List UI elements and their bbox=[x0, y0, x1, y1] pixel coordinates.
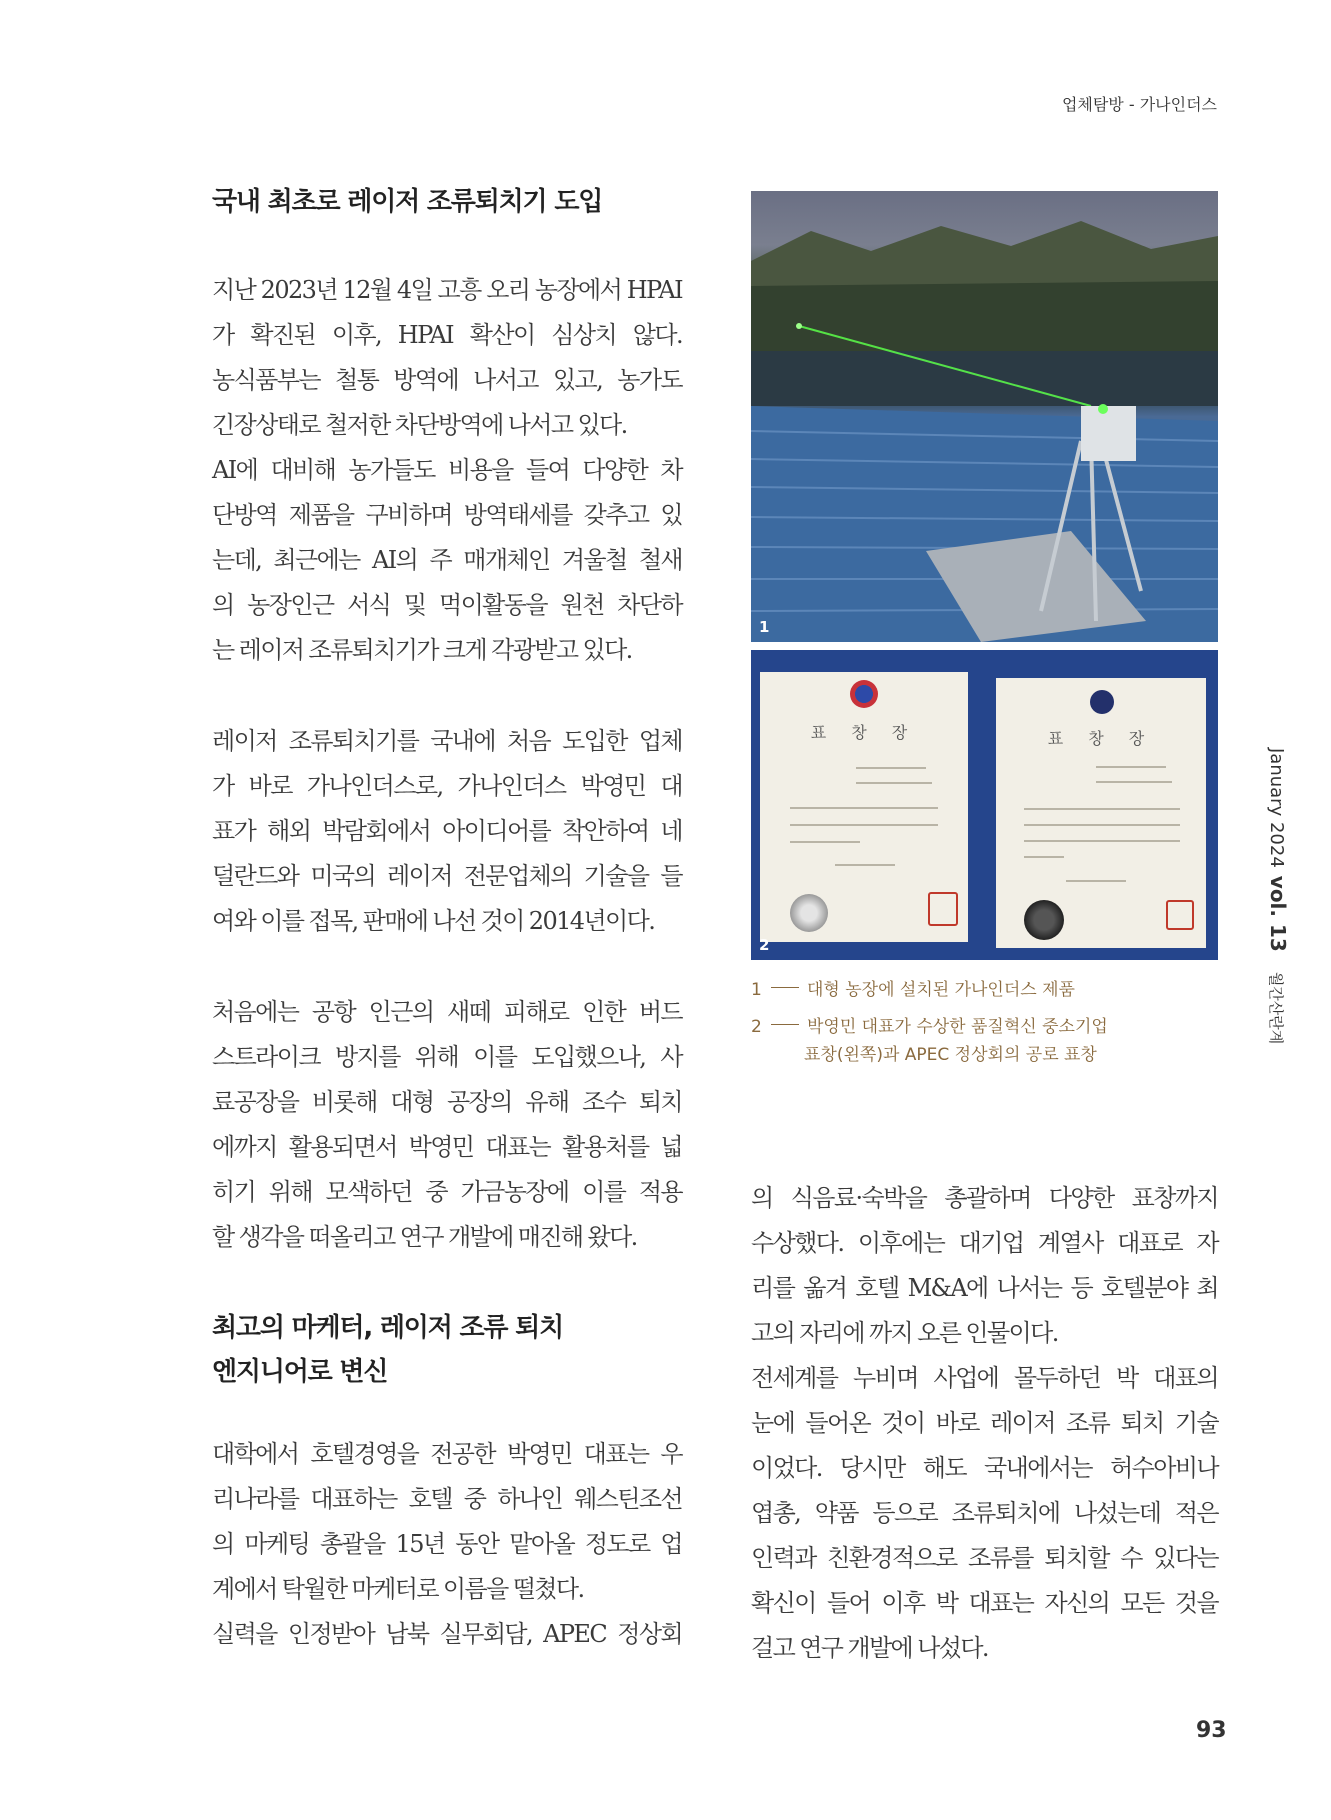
text-line: 확신이 들어 이후 박 대표는 자신의 모든 것을 bbox=[751, 1589, 1218, 1617]
photo-number: 1 bbox=[759, 618, 770, 636]
text-line: 레이저 조류퇴치기를 국내에 처음 도입한 업체 bbox=[212, 727, 682, 755]
text-line: 에까지 활용되면서 박영민 대표는 활용처를 넓 bbox=[212, 1133, 682, 1161]
caption-1 bbox=[751, 976, 1218, 1004]
red-stamp-icon bbox=[1166, 900, 1194, 930]
certificate-right bbox=[996, 678, 1206, 948]
text-line: 계에서 탁월한 마케터로 이름을 떨쳤다. bbox=[212, 1575, 584, 1603]
magazine-name: 월간산란계 bbox=[1267, 971, 1285, 1045]
text-line: 히기 위해 모색하던 중 가금농장에 이를 적용 bbox=[212, 1178, 682, 1206]
emblem-icon bbox=[850, 680, 878, 708]
certificate-title: 표 창 장 bbox=[810, 723, 918, 742]
text-line: 엽총, 약품 등으로 조류퇴치에 나섰는데 적은 bbox=[751, 1499, 1218, 1527]
page-number: 93 bbox=[1196, 1718, 1227, 1743]
caption-number: 1 bbox=[751, 980, 762, 1000]
text-line: 대학에서 호텔경영을 전공한 박영민 대표는 우 bbox=[212, 1440, 682, 1468]
heading-marketer-line2: 엔지니어로 변신 bbox=[212, 1357, 388, 1387]
text-line: 덜란드와 미국의 레이저 전문업체의 기술을 들 bbox=[212, 862, 682, 890]
text-line: 전세계를 누비며 사업에 몰두하던 박 대표의 bbox=[751, 1364, 1218, 1392]
text-line: 리나라를 대표하는 호텔 중 하나인 웨스틴조선 bbox=[212, 1485, 682, 1513]
apec-emblem-icon bbox=[1090, 690, 1114, 714]
text-line: 단방역 제품을 구비하며 방역태세를 갖추고 있 bbox=[212, 501, 682, 529]
text-line: 눈에 들어온 것이 바로 레이저 조류 퇴치 기술 bbox=[751, 1409, 1218, 1437]
photo-certificates bbox=[751, 650, 1218, 960]
photo-laser-device bbox=[751, 191, 1218, 642]
issue-month: January 2024 bbox=[1266, 748, 1287, 868]
text-line: 의 식음료·숙박을 총괄하며 다양한 표창까지 bbox=[751, 1184, 1218, 1212]
red-stamp-icon bbox=[928, 892, 958, 926]
heading-laser-intro: 국내 최초로 레이저 조류퇴치기 도입 bbox=[212, 187, 603, 217]
heading-marketer-line1: 최고의 마케터, 레이저 조류 퇴치 bbox=[212, 1313, 563, 1343]
text-line: AI에 대비해 농가들도 비용을 들여 다양한 차 bbox=[212, 456, 682, 484]
caption-2 bbox=[751, 1013, 1218, 1041]
caption-text: 대형 농장에 설치된 가나인더스 제품 bbox=[807, 980, 1075, 1000]
text-line: 처음에는 공항 인근의 새떼 피해로 인한 버드 bbox=[212, 998, 682, 1026]
paragraph-3 bbox=[212, 990, 682, 1260]
caption-2-continued: 표창(왼쪽)과 APEC 정상회의 공로 표창 bbox=[804, 1045, 1097, 1065]
text-line: 수상했다. 이후에는 대기업 계열사 대표로 자 bbox=[751, 1229, 1218, 1257]
certificate-left bbox=[760, 672, 968, 942]
issue-volume: vol. 13 bbox=[1266, 875, 1290, 952]
text-line: 가 확진된 이후, HPAI 확산이 심상치 않다. bbox=[212, 321, 682, 349]
text-line: 는 레이저 조류퇴치기가 크게 각광받고 있다. bbox=[212, 636, 632, 664]
silver-seal-icon bbox=[790, 894, 828, 932]
text-line: 농식품부는 철통 방역에 나서고 있고, 농가도 bbox=[212, 366, 682, 394]
text-line: 실력을 인정받아 남북 실무회담, APEC 정상회 bbox=[212, 1620, 682, 1648]
text-line: 스트라이크 방지를 위해 이를 도입했으나, 사 bbox=[212, 1043, 682, 1071]
text-line: 여와 이를 접목, 판매에 나선 것이 2014년이다. bbox=[212, 907, 655, 935]
text-line: 지난 2023년 12월 4일 고흥 오리 농장에서 HPAI bbox=[212, 276, 682, 304]
right-column bbox=[751, 1176, 1218, 1671]
caption-text: 박영민 대표가 수상한 품질혁신 중소기업 bbox=[807, 1017, 1108, 1037]
text-line: 고의 자리에 까지 오른 인물이다. bbox=[751, 1319, 1058, 1347]
laser-farm-illustration bbox=[751, 191, 1218, 642]
section-header: 업체탐방 - 가나인더스 bbox=[1061, 95, 1217, 114]
left-column bbox=[212, 180, 682, 1657]
paragraph-2 bbox=[212, 719, 682, 944]
text-line: 긴장상태로 철저한 차단방역에 나서고 있다. bbox=[212, 411, 627, 439]
text-line: 할 생각을 떠올리고 연구 개발에 매진해 왔다. bbox=[212, 1223, 637, 1251]
text-line: 인력과 친환경적으로 조류를 퇴치할 수 있다는 bbox=[751, 1544, 1218, 1572]
text-line: 이었다. 당시만 해도 국내에서는 허수아비나 bbox=[751, 1454, 1218, 1482]
text-line: 걸고 연구 개발에 나섰다. bbox=[751, 1634, 988, 1662]
issue-label-vertical bbox=[1258, 748, 1298, 1045]
caption-number: 2 bbox=[751, 1017, 762, 1037]
paragraph-1 bbox=[212, 268, 682, 673]
paragraph-5 bbox=[751, 1176, 1218, 1671]
text-line: 표가 해외 박람회에서 아이디어를 착안하여 네 bbox=[212, 817, 682, 845]
certificate-title: 표 창 장 bbox=[1047, 729, 1155, 748]
text-line: 리를 옮겨 호텔 M&A에 나서는 등 호텔분야 최 bbox=[751, 1274, 1218, 1302]
paragraph-4 bbox=[212, 1432, 682, 1657]
text-line: 의 마케팅 총괄을 15년 동안 맡아올 정도로 업 bbox=[212, 1530, 682, 1558]
text-line: 가 바로 가나인더스로, 가나인더스 박영민 대 bbox=[212, 772, 682, 800]
text-line: 료공장을 비롯해 대형 공장의 유해 조수 퇴치 bbox=[212, 1088, 682, 1116]
text-line: 는데, 최근에는 AI의 주 매개체인 겨울철 철새 bbox=[212, 546, 682, 574]
text-line: 의 농장인근 서식 및 먹이활동을 원천 차단하 bbox=[212, 591, 682, 619]
black-seal-icon bbox=[1024, 900, 1064, 940]
photo-number: 2 bbox=[759, 936, 770, 954]
